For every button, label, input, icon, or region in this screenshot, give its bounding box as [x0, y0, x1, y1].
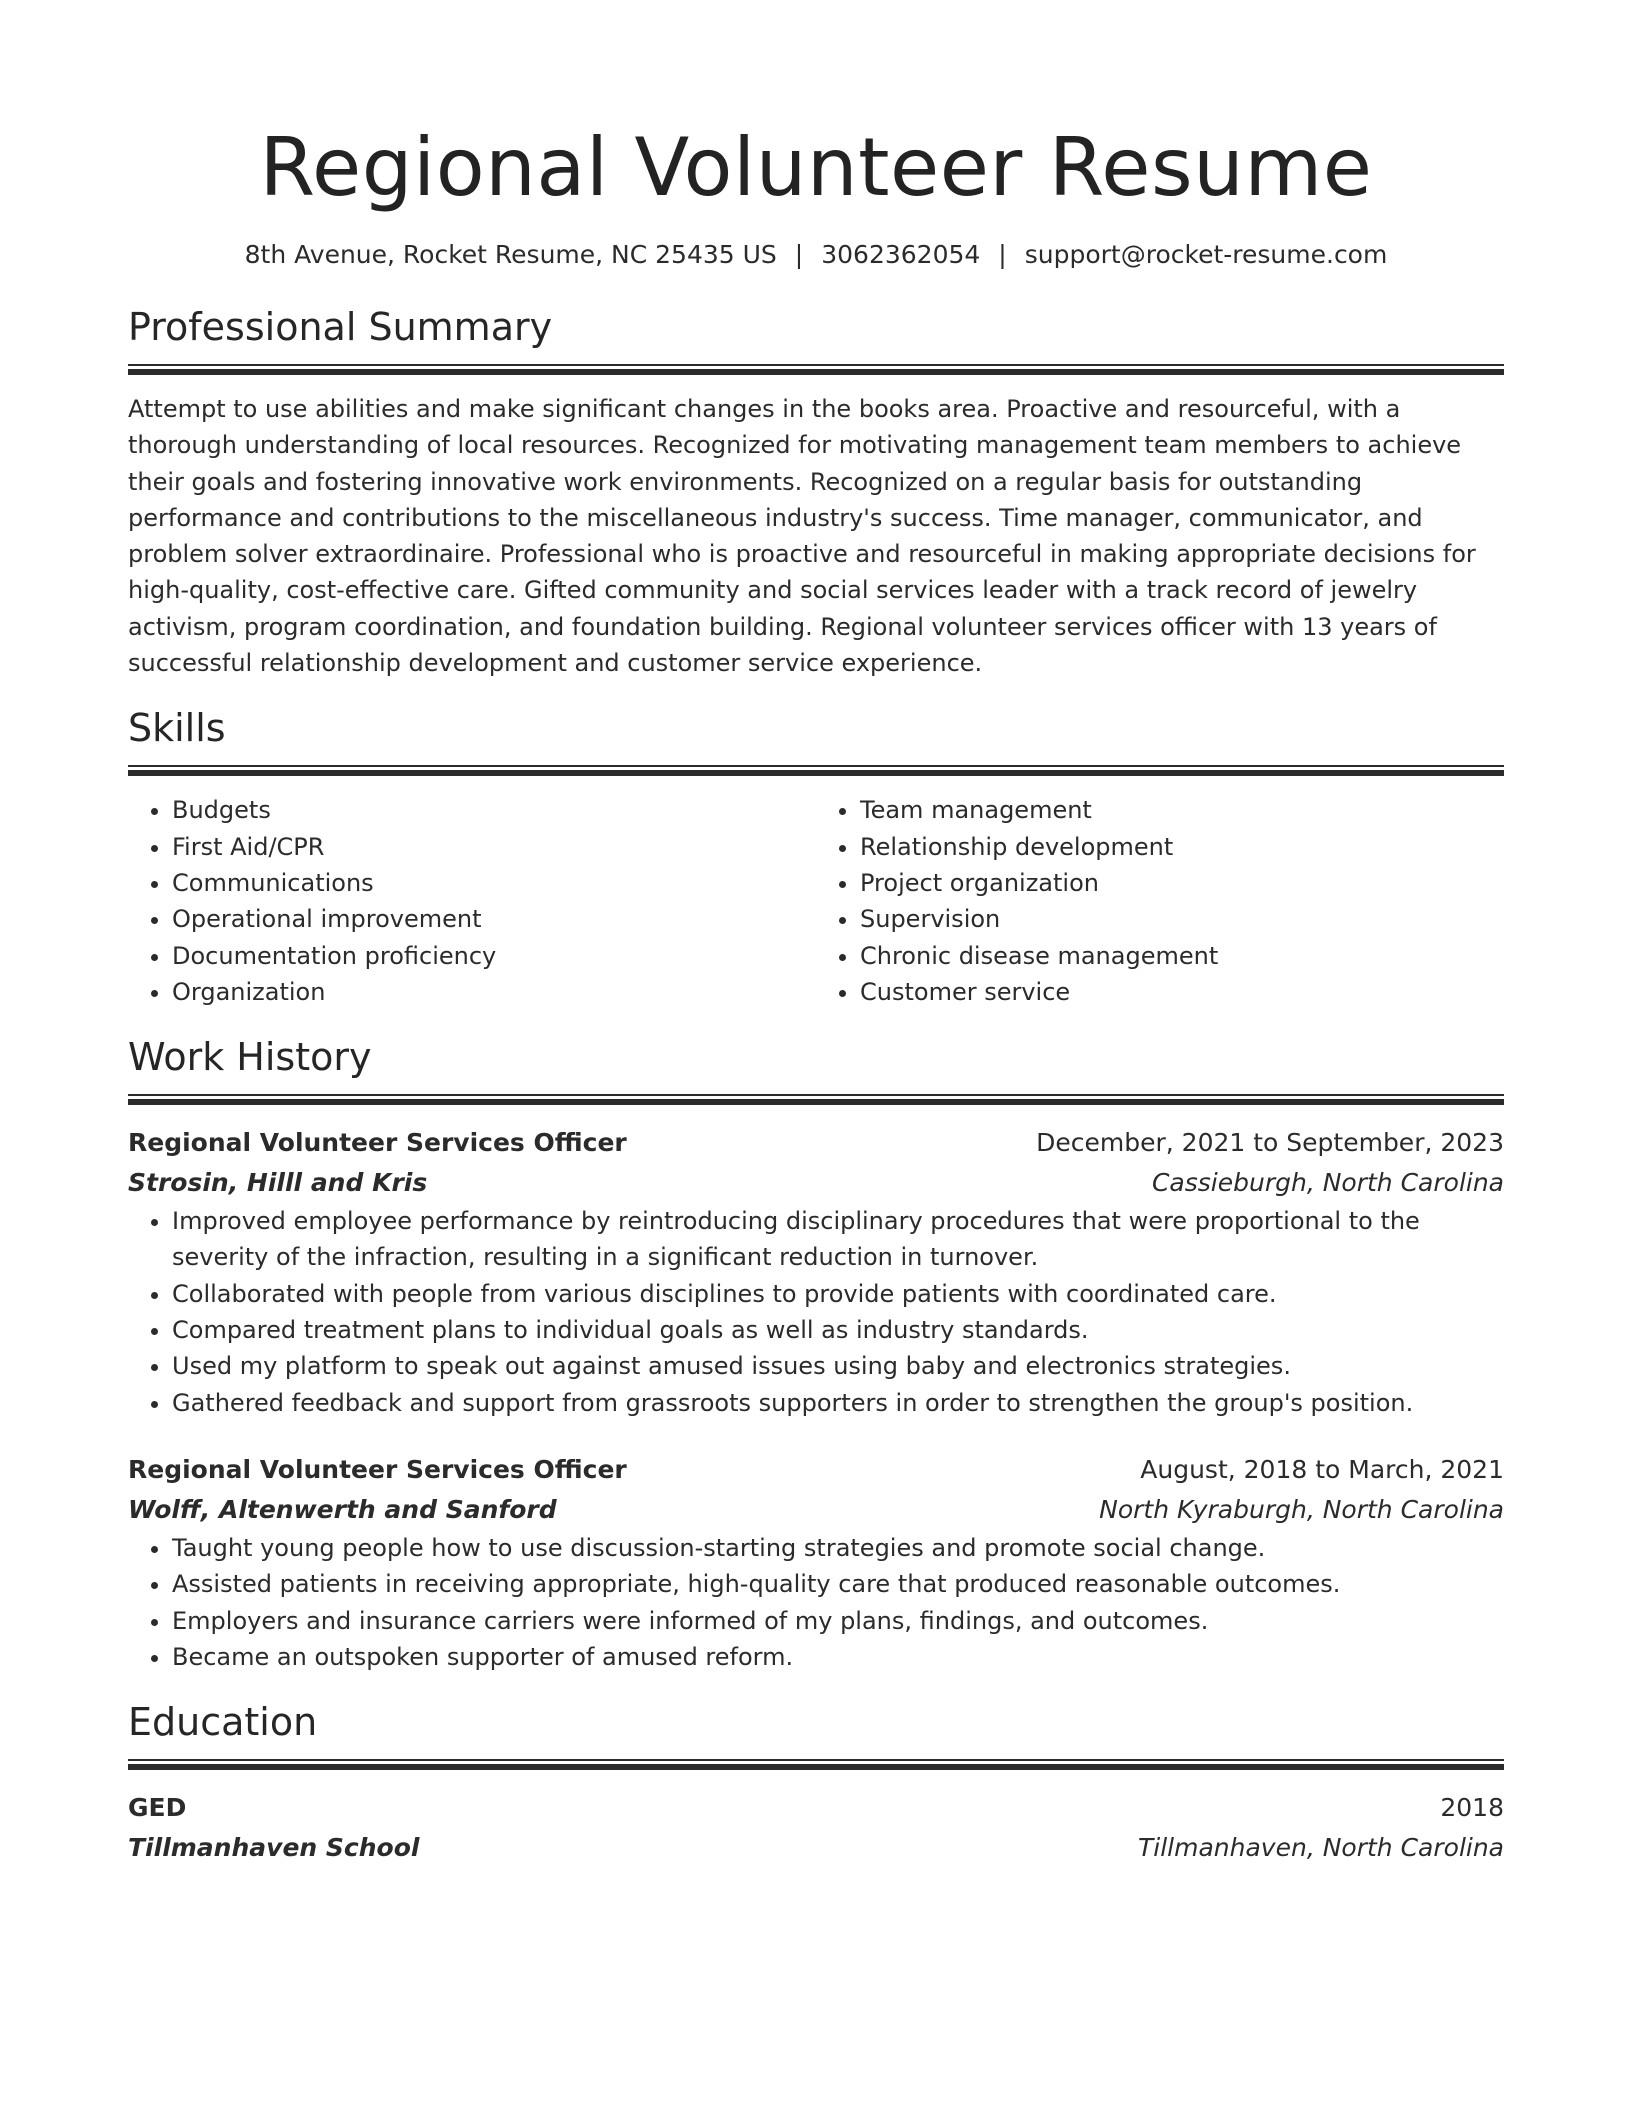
job-location: North Kyraburgh, North Carolina: [1099, 1494, 1504, 1524]
summary-text: Attempt to use abilities and make significant changes in the books area. Proactive and resourceful, with a thorough understanding of local resources. Recognized for motivating management team members to achieve their goals and fostering innovative work environments. Recognized on a regular basis for outstanding performance and contributions to the miscellaneous industry's success. Time manager, communicator, and problem solver extraordinaire. Professional who is proactive and resourceful in making appropriate decisions for high-quality, cost-effective care. Gifted community and social services leader with a track record of jewelry activism, program coordination, and foundation building. Regional volunteer services officer with 13 years of successful relationship development and customer service experience.: [128, 395, 1476, 678]
summary-heading: Professional Summary: [128, 305, 553, 349]
job-bullets: [128, 1203, 1504, 1421]
contact-line: [128, 238, 1504, 272]
skills-heading: Skills: [128, 706, 226, 751]
job-company: Strosin, Hilll and Kris: [128, 1168, 428, 1198]
education-degree: GED: [128, 1793, 187, 1823]
job-bullet: • Employers and insurance carriers were informed of my plans, findings, and outcomes.: [172, 1603, 1504, 1639]
summary-section: [128, 302, 1504, 681]
contact-address: 8th Avenue, Rocket Resume, NC 25435 US: [244, 240, 777, 269]
job-entry: [128, 1450, 1504, 1675]
work-history-heading: Work History: [128, 1035, 372, 1080]
section-divider: [128, 1094, 1504, 1105]
skill-item: • Chronic disease management: [860, 938, 1504, 974]
job-header-row: [128, 1123, 1504, 1163]
education-year: 2018: [1440, 1793, 1504, 1823]
job-dates: August, 2018 to March, 2021: [1140, 1454, 1504, 1484]
job-title: Regional Volunteer Services Officer: [128, 1128, 627, 1158]
job-bullet: • Became an outspoken supporter of amused reform.: [172, 1639, 1504, 1675]
job-header-row: [128, 1450, 1504, 1490]
skills-list-right: [816, 792, 1504, 1010]
contact-separator: |: [794, 240, 804, 269]
education-header-row: [128, 1788, 1504, 1828]
skill-item: • Communications: [172, 865, 816, 901]
job-company-row: [128, 1490, 1504, 1530]
education-school-row: [128, 1828, 1504, 1868]
job-bullet: • Compared treatment plans to individual goals as well as industry standards.: [172, 1312, 1504, 1348]
skills-section: [128, 703, 1504, 1010]
skill-item: • Budgets: [172, 792, 816, 828]
skill-item: • Relationship development: [860, 829, 1504, 865]
job-company-row: [128, 1163, 1504, 1203]
education-entry: [128, 1788, 1504, 1868]
skill-item: • Supervision: [860, 901, 1504, 937]
education-heading: Education: [128, 1700, 318, 1745]
education-location: Tillmanhaven, North Carolina: [1138, 1833, 1504, 1863]
section-divider: [128, 364, 1504, 375]
job-bullet: • Used my platform to speak out against amused issues using baby and electronics strategies.: [172, 1348, 1504, 1384]
education-section: [128, 1697, 1504, 1868]
skills-columns: [128, 792, 1504, 1010]
job-bullet: • Gathered feedback and support from grassroots supporters in order to strengthen the group's position.: [172, 1385, 1504, 1421]
section-divider: [128, 1759, 1504, 1770]
skills-list-left: [128, 792, 816, 1010]
job-bullet: • Collaborated with people from various disciplines to provide patients with coordinated care.: [172, 1276, 1504, 1312]
job-bullets: [128, 1530, 1504, 1675]
work-history-section: [128, 1032, 1504, 1675]
contact-email: support@rocket-resume.com: [1024, 240, 1388, 269]
job-bullet: • Improved employee performance by reintroducing disciplinary procedures that were proportional to the severity of the infraction, resulting in a significant reduction in turnover.: [172, 1203, 1504, 1276]
job-dates: December, 2021 to September, 2023: [1036, 1128, 1504, 1158]
skill-item: • Team management: [860, 792, 1504, 828]
skill-item: • Operational improvement: [172, 901, 816, 937]
resume-title: Regional Volunteer Resume: [259, 121, 1373, 214]
skill-item: • Project organization: [860, 865, 1504, 901]
job-company: Wolff, Altenwerth and Sanford: [128, 1494, 557, 1524]
section-divider: [128, 765, 1504, 776]
skill-item: • Documentation proficiency: [172, 938, 816, 974]
job-bullet: • Taught young people how to use discussion-starting strategies and promote social change.: [172, 1530, 1504, 1566]
skill-item: • Customer service: [860, 974, 1504, 1010]
contact-phone: 3062362054: [821, 240, 981, 269]
job-entry: [128, 1123, 1504, 1421]
job-title: Regional Volunteer Services Officer: [128, 1454, 627, 1484]
job-bullet: • Assisted patients in receiving appropriate, high-quality care that produced reasonable outcomes.: [172, 1566, 1504, 1602]
education-school: Tillmanhaven School: [128, 1833, 420, 1863]
skill-item: • First Aid/CPR: [172, 829, 816, 865]
contact-separator: |: [998, 240, 1007, 269]
job-location: Cassieburgh, North Carolina: [1151, 1168, 1504, 1198]
skill-item: • Organization: [172, 974, 816, 1010]
